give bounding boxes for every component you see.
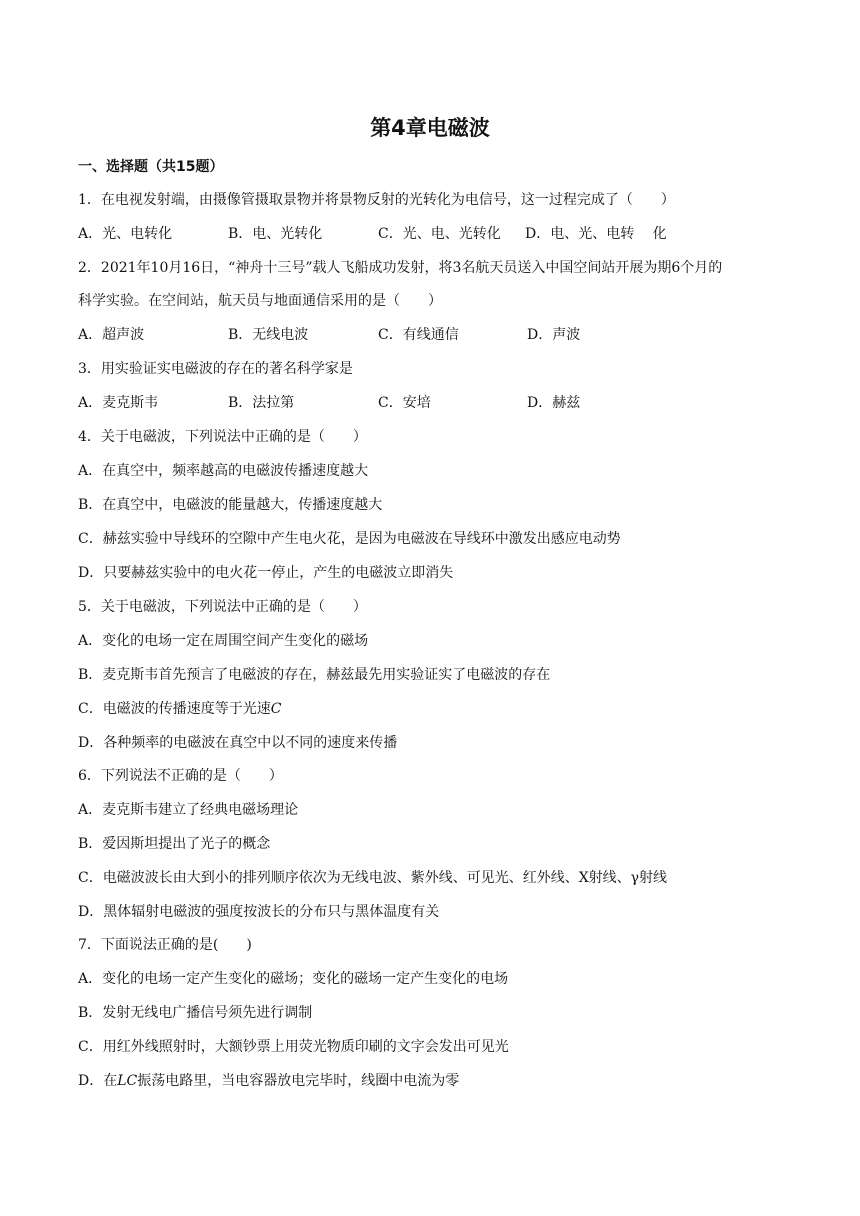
question-1-option-b: B．电、光转化 — [228, 226, 323, 242]
question-2-option-a: A．超声波 — [78, 327, 145, 343]
question-4-option-c: C．赫兹实验中导线环的空隙中产生电火花，是因为电磁波在导线环中激发出感应电动势 — [78, 531, 621, 547]
question-2-option-d: D．声波 — [527, 327, 581, 343]
lc-circuit-symbol: LC — [117, 1073, 138, 1089]
question-3-option-a: A．麦克斯韦 — [78, 395, 159, 411]
question-6-option-c: C．电磁波波长由大到小的排列顺序依次为无线电波、紫外线、可见光、红外线、X射线、γ射线 — [78, 870, 668, 886]
question-7-option-d-suffix: 振荡电路里，当电容器放电完毕时，线圈中电流为零 — [137, 1073, 460, 1089]
question-5-option-c — [78, 699, 790, 719]
question-3-option-c: C．安培 — [378, 395, 431, 411]
section-heading: 一、选择题（共15题） — [78, 159, 224, 175]
question-5-option-a: A．变化的电场一定在周围空间产生变化的磁场 — [78, 633, 369, 649]
question-7-option-d-prefix: D．在 — [78, 1073, 118, 1089]
question-5-stem: 5．关于电磁波，下列说法中正确的是（ ） — [78, 599, 367, 615]
question-1-stem: 1．在电视发射端，由摄像管摄取景物并将景物反射的光转化为电信号，这一过程完成了（ ） — [78, 192, 675, 208]
question-1-option-d: D．电、光、电转 化 — [525, 226, 667, 242]
question-6-option-a: A．麦克斯韦建立了经典电磁场理论 — [78, 802, 299, 818]
question-6-stem: 6．下列说法不正确的是（ ） — [78, 768, 283, 784]
question-4-option-b: B．在真空中，电磁波的能量越大，传播速度越大 — [78, 497, 383, 513]
page-title: 第4章电磁波 — [370, 116, 490, 140]
question-2-option-b: B．无线电波 — [228, 327, 309, 343]
question-6-option-b: B．爱因斯坦提出了光子的概念 — [78, 836, 271, 852]
question-5-option-b: B．麦克斯韦首先预言了电磁波的存在，赫兹最先用实验证实了电磁波的存在 — [78, 667, 551, 683]
question-7-stem: 7．下面说法正确的是( ) — [78, 937, 252, 953]
question-4-stem: 4．关于电磁波，下列说法中正确的是（ ） — [78, 429, 367, 445]
question-3-stem: 3．用实验证实电磁波的存在的著名科学家是 — [78, 361, 353, 377]
question-7-option-c: C．用红外线照射时，大额钞票上用荧光物质印刷的文字会发出可见光 — [78, 1039, 509, 1055]
question-6-option-d: D．黑体辐射电磁波的强度按波长的分布只与黑体温度有关 — [78, 904, 440, 920]
question-1-option-a: A．光、电转化 — [78, 226, 173, 242]
question-7-option-d — [78, 1071, 790, 1091]
question-1-option-c: C．光、电、光转化 — [378, 226, 501, 242]
question-5-option-d: D．各种频率的电磁波在真空中以不同的速度来传播 — [78, 735, 398, 751]
question-3-option-d: D．赫兹 — [527, 395, 581, 411]
question-2-stem-line-2: 科学实验。在空间站，航天员与地面通信采用的是（ ） — [78, 293, 442, 309]
question-3-option-b: B．法拉第 — [228, 395, 295, 411]
question-5-option-c-text: C．电磁波的传播速度等于光速 — [78, 701, 271, 717]
question-2-option-c: C．有线通信 — [378, 327, 459, 343]
question-7-option-b: B．发射无线电广播信号须先进行调制 — [78, 1005, 313, 1021]
question-2-stem-line-1: 2．2021年10月16日，“神舟十三号”载人飞船成功发射，将3名航天员送入中国空间站开展为期6个月的 — [78, 260, 723, 276]
question-7-option-a: A．变化的电场一定产生变化的磁场；变化的磁场一定产生变化的电场 — [78, 971, 509, 987]
question-4-option-d: D．只要赫兹实验中的电火花一停止，产生的电磁波立即消失 — [78, 565, 454, 581]
light-speed-symbol: C — [270, 701, 282, 717]
question-4-option-a: A．在真空中，频率越高的电磁波传播速度越大 — [78, 463, 369, 479]
